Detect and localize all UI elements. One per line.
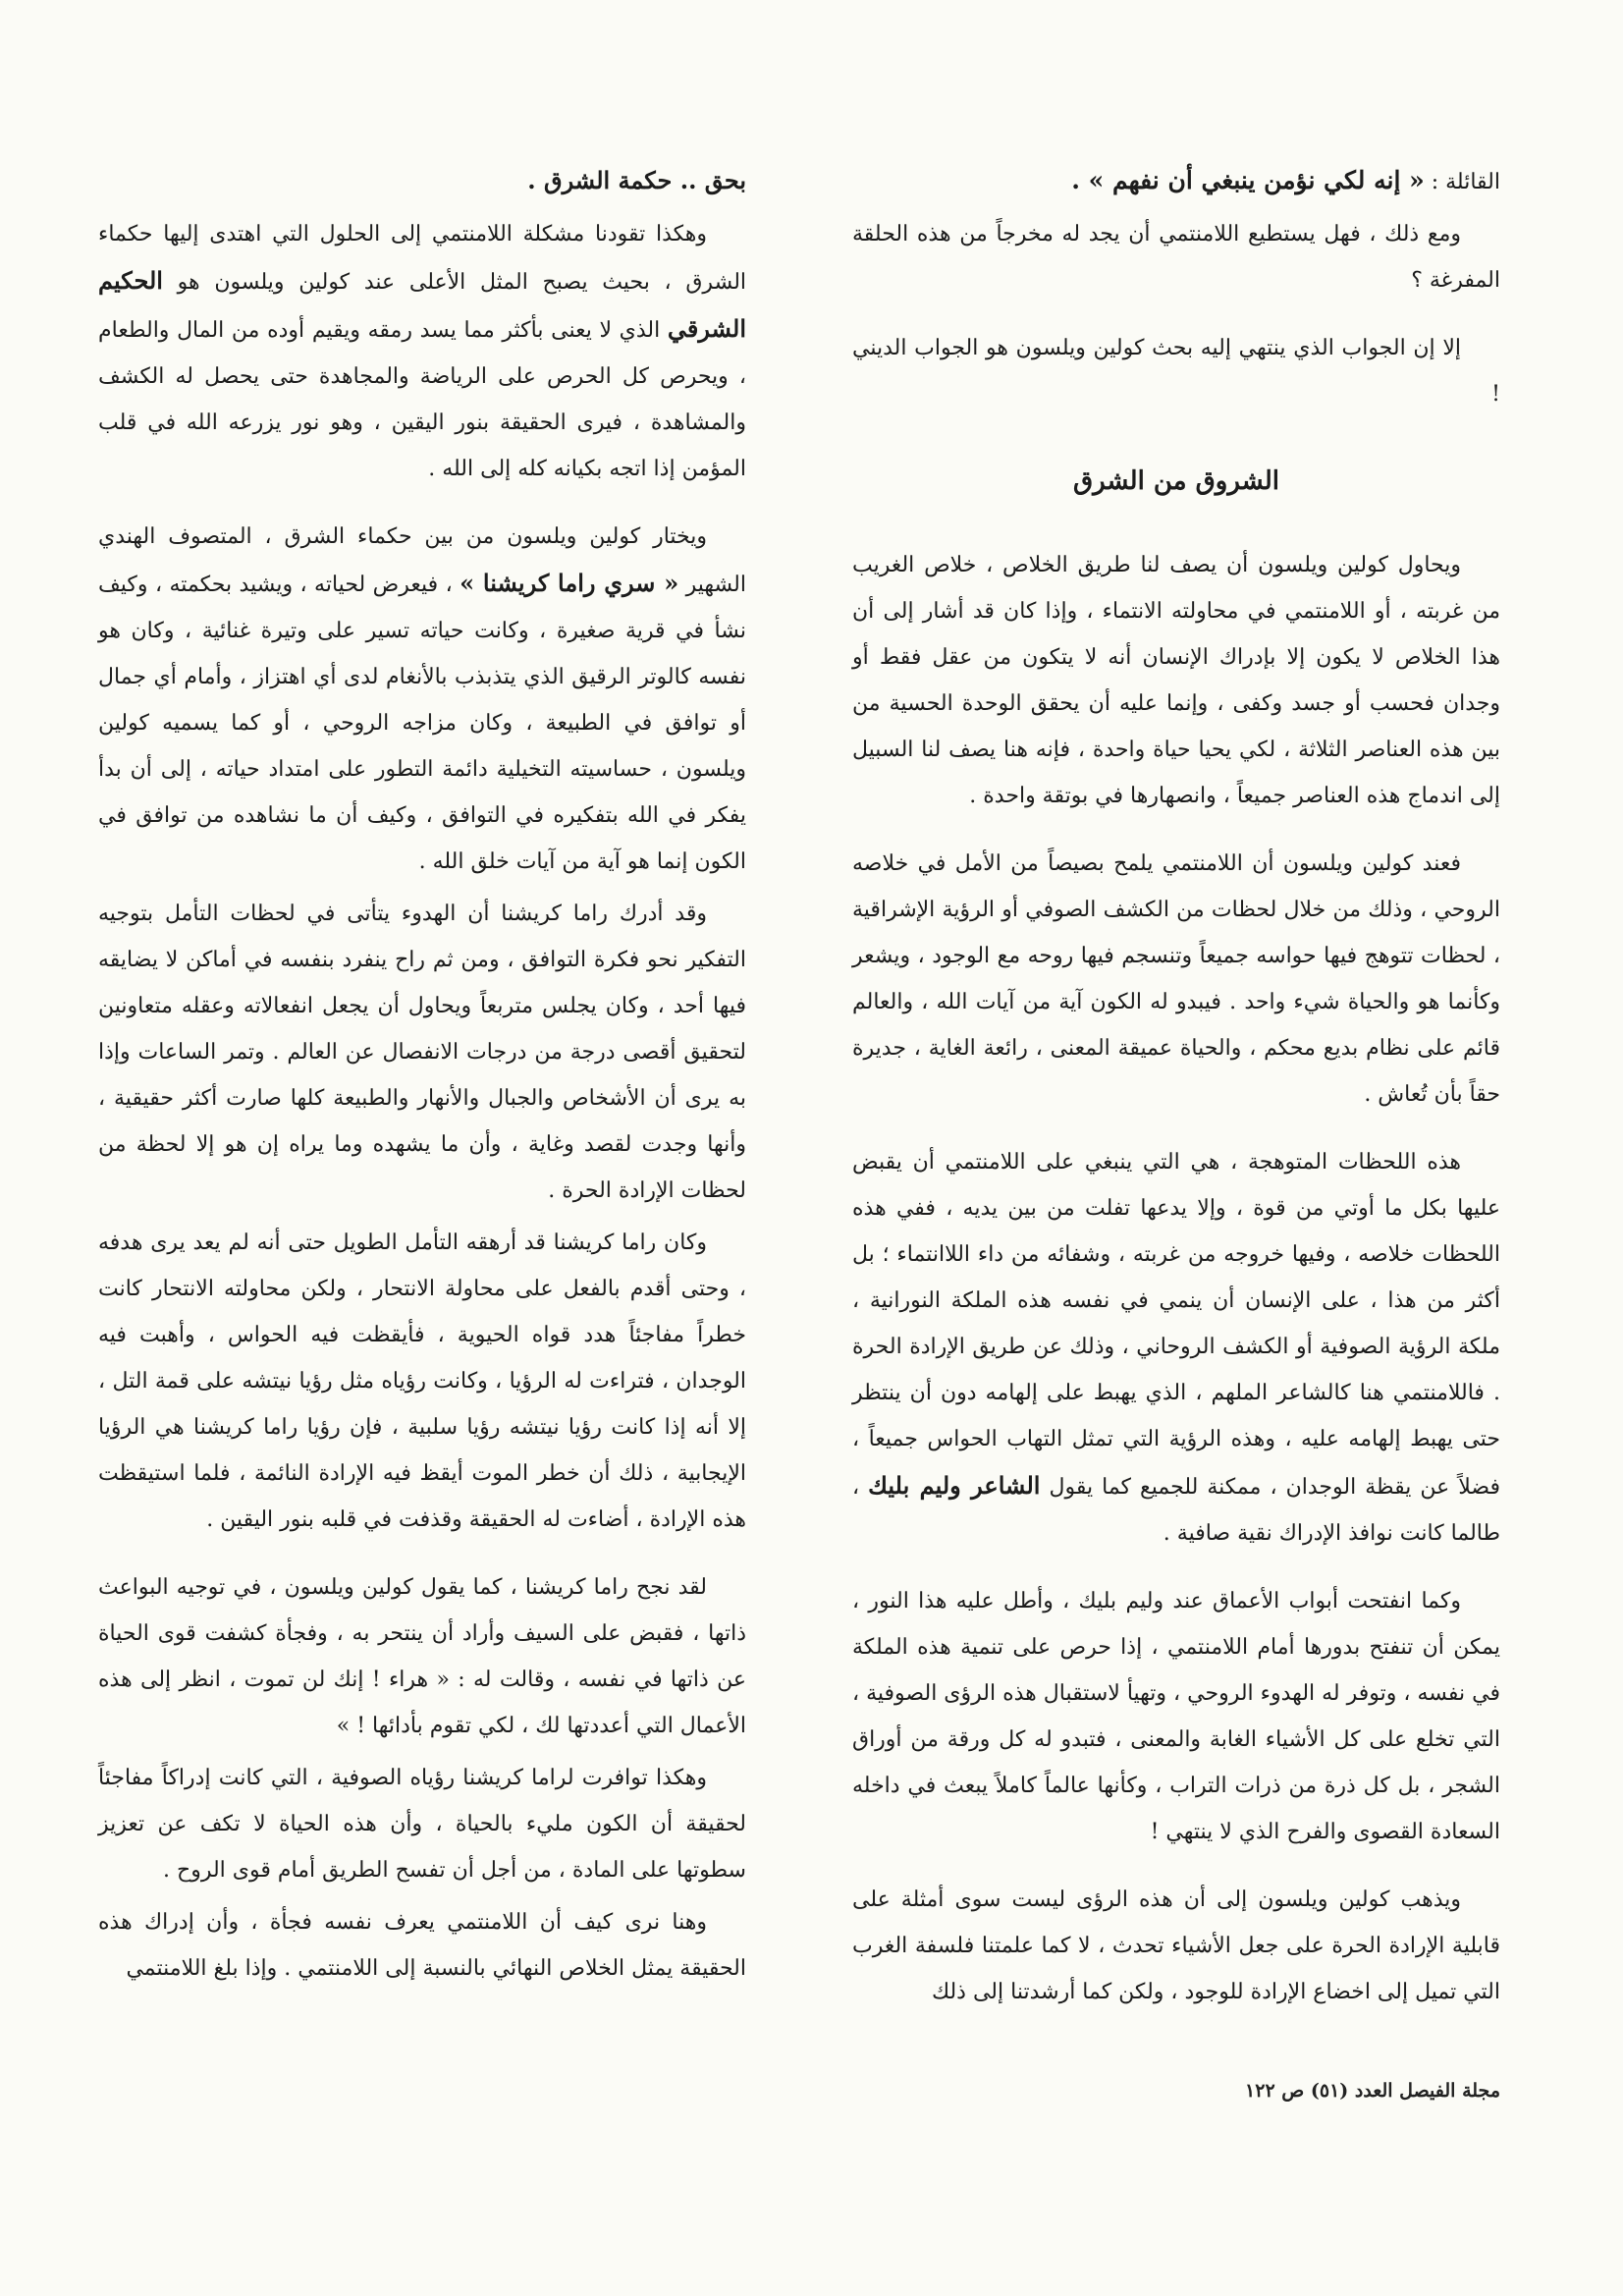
paragraph (98, 514, 746, 885)
intro-label: القائلة : (1431, 170, 1500, 194)
paragraph-text: وهكذا تقودنا مشكلة اللامنتمي إلى الحلول التي اهتدى إليها حكماء الشرق ، بحيث يصبح المثل الأعلى عند كولين ويلسون هو (98, 222, 747, 295)
intro-quote: « إنه لكي نؤمن ينبغي أن نفهم » . (1071, 166, 1425, 194)
paragraph: ويذهب كولين ويلسون إلى أن هذه الرؤى ليست سوى أمثلة على قابلية الإرادة الحرة على جعل الأشياء تحدث ، لا كما علمتنا فلسفة الغرب التي تميل إلى اخضاع الإرادة للوجود ، ولكن كما أرشدتنا إلى ذلك (852, 1887, 1500, 2004)
right-column (852, 157, 1500, 2021)
paragraph: وكان راما كريشنا قد أرهقه التأمل الطويل حتى أنه لم يعد يرى هدفه ، وحتى أقدم بالفعل على محاولة الانتحار ، ولكن محاولته الانتحار كانت خطراً مفاجئاً هدد قواه الحيوية ، فأيقظت فيه الحواس ، وأهبت فيه الوجدان ، فتراءت له الرؤيا ، وكانت رؤياه مثل رؤيا نيتشه على قمة التل ، إلا أنه إذا كانت رؤيا نيتشه رؤيا سلبية ، فإن رؤيا راما كريشنا هي الرؤيا الإيجابية ، ذلك أن خطر الموت أيقظ فيه الإرادة النائمة ، فلما استيقظت هذه الإرادة ، أضاءت له الحقيقة وقذفت في قلبه بنور اليقين . (98, 1230, 746, 1532)
paragraph: وهكذا توافرت لراما كريشنا رؤياه الصوفية ، التي كانت إدراكاً مفاجئاً لحقيقة أن الكون مليء بالحياة ، وأن هذه الحياة لا تكف عن تعزيز سطوتها على المادة ، من أجل أن تفسح الطريق أمام قوى الروح . (98, 1766, 746, 1883)
paragraph (98, 211, 746, 492)
paragraph-text: الذي لا يعنى بأكثر مما يسد رمقه ويقيم أوده من المال والطعام ، ويحرص كل الحرص على الرياضة والمجاهدة حتى يحصل له الكشف والمشاهدة ، فيرى الحقيقة بنور اليقين ، وهو نور يزرعه الله في قلب المؤمن إذا اتجه بكيانه كله إلى الله . (98, 318, 746, 481)
paragraph: ويحاول كولين ويلسون أن يصف لنا طريق الخلاص ، خلاص الغريب من غربته ، أو اللامنتمي في محاولته الانتماء ، وإذا كان قد أشار إلى أن هذا الخلاص لا يكون إلا بإدراك الإنسان أنه لا يتكون من عقل فقط أو وجدان فحسب أو جسد وكفى ، وإنما عليه أن يحقق الوحدة الحسية من بين هذه العناصر الثلاثة ، لكي يحيا حياة واحدة ، فإنه هنا يصف لنا السبيل إلى اندماج هذه العناصر جميعاً ، وانصهارها في بوتقة واحدة . (852, 553, 1500, 808)
paragraph-text: ، طالما كانت نوافذ الإدراك نقية صافية . (852, 1475, 1500, 1546)
bold-line: بحق .. حكمة الشرق . (527, 166, 746, 194)
paragraph: فعند كولين ويلسون أن اللامنتمي يلمح بصيصاً من الأمل في خلاصه الروحي ، وذلك من خلال لحظات من الكشف الصوفي أو الرؤية الإشراقية ، لحظات تتوهج فيها حواسه جميعاً وتنسجم فيها روحه مع الوجود ، ويشعر وكأنما هو والحياة شيء واحد . فيبدو له الكون آية من آيات الله ، والعالم قائم على نظام بديع محكم ، والحياة عميقة المعنى ، رائعة الغاية ، جديرة حقاً بأن تُعاش . (852, 851, 1500, 1107)
paragraph-text: ويختار كولين ويلسون من بين حكماء الشرق ، المتصوف الهندي الشهير (98, 524, 746, 597)
paragraph-title (98, 157, 746, 205)
left-column (98, 157, 746, 1997)
paragraph: لقد نجح راما كريشنا ، كما يقول كولين ويلسون ، في توجيه البواعث ذاتها ، فقبض على السيف وأراد أن ينتحر به ، وفجأة كشفت قوى الحياة عن ذاتها في نفسه ، وقالت له : « هراء ! إنك لن تموت ، انظر إلى هذه الأعمال التي أعددتها لك ، لكي تقوم بأدائها ! » (98, 1575, 746, 1738)
paragraph: إلا إن الجواب الذي ينتهي إليه بحث كولين ويلسون هو الجواب الديني ! (852, 336, 1500, 407)
highlight-name: الحكيم الشرقي (98, 266, 746, 343)
paragraph-text: هذه اللحظات المتوهجة ، هي التي ينبغي على اللامنتمي أن يقبض عليها بكل ما أوتي من قوة ، وإلا يدعها تفلت من بين يديه ، ففي هذه اللحظات خلاصه ، وفيها خروجه من غربته ، وشفائه من داء اللاانتماء ؛ بل أكثر من هذا ، على الإنسان أن ينمي في نفسه هذه الملكة النورانية ، ملكة الرؤية الصوفية أو الكشف الروحاني ، وذلك عن طريق الإرادة الحرة . فاللامنتمي هنا كالشاعر الملهم ، الذي يهبط على إلهامه دون أن ينتظر حتى يهبط إلهامه عليه ، وهذه الرؤية التي تمثل التهاب الحواس جميعاً ، فضلاً عن يقظة الوجدان ، ممكنة للجميع كما يقول (852, 1150, 1501, 1500)
paragraph (852, 1139, 1500, 1557)
page-footer: مجلة الفيصل العدد (٥١) ص ١٢٢ (1245, 2080, 1500, 2102)
highlight-name: « سري راما كريشنا » (460, 569, 679, 597)
paragraph-text: ، فيعرض لحياته ، ويشيد بحكمته ، وكيف نشأ في قرية صغيرة ، وكانت حياته تسير على وتيرة غنائية ، وكان هو نفسه كالوتر الرقيق الذي يتذبذب بالأنغام لدى أي اهتزاز ، وأمام أي جمال أو توافق في الطبيعة ، وكان مزاجه الروحي ، أو كما يسميه كولين ويلسون ، حساسيته التخيلية دائمة التطور على امتداد حياته ، إلى أن بدأ يفكر في الله بتفكيره في التوافق ، وكيف أن ما نشاهده من توافق في الكون إنما هو آية من آيات خلق الله . (98, 573, 746, 874)
highlight-name: الشاعر وليم بليك (868, 1471, 1041, 1500)
paragraph: وكما انفتحت أبواب الأعماق عند وليم بليك ، وأطل عليه هذا النور ، يمكن أن تنفتح بدورها أمام اللامنتمي ، إذا حرص على تنمية هذه الملكة في نفسه ، وتوفر له الهدوء الروحي ، وتهيأ لاستقبال هذه الرؤى الصوفية ، التي تخلع على كل الأشياء الغابة والمعنى ، فتبدو له كل ورقة من أوراق الشجر ، بل كل ذرة من ذرات التراب ، وكأنها عالماً كاملاً يبعث في داخله السعادة القصوى والفرح الذي لا ينتهي ! (852, 1589, 1500, 1844)
paragraph: وقد أدرك راما كريشنا أن الهدوء يتأتى في لحظات التأمل بتوجيه التفكير نحو فكرة التوافق ، ومن ثم راح ينفرد بنفسه في أماكن لا يضايقه فيها أحد ، وكان يجلس متربعاً ويحاول أن يجعل انفعالاته وعقله متعاونين لتحقيق أقصى درجة من درجات الانفصال عن العالم . وتمر الساعات وإذا به يرى أن الأشخاص والجبال والأنهار والطبيعة كلها صارت أكثر حقيقية ، وأنها وجدت لقصد وغاية ، وأن ما يشهده وما يراه إن هو إلا لحظة من لحظات الإرادة الحرة . (98, 902, 746, 1203)
paragraph: ومع ذلك ، فهل يستطيع اللامنتمي أن يجد له مخرجاً من هذه الحلقة المفرغة ؟ (852, 222, 1500, 293)
section-title: الشروق من الشرق (1072, 466, 1280, 496)
paragraph: وهنا نرى كيف أن اللامنتمي يعرف نفسه فجأة ، وأن إدراك هذه الحقيقة يمثل الخلاص النهائي بالنسبة إلى اللامنتمي . وإذا بلغ اللامنتمي (98, 1910, 746, 1981)
intro-line (852, 157, 1500, 205)
